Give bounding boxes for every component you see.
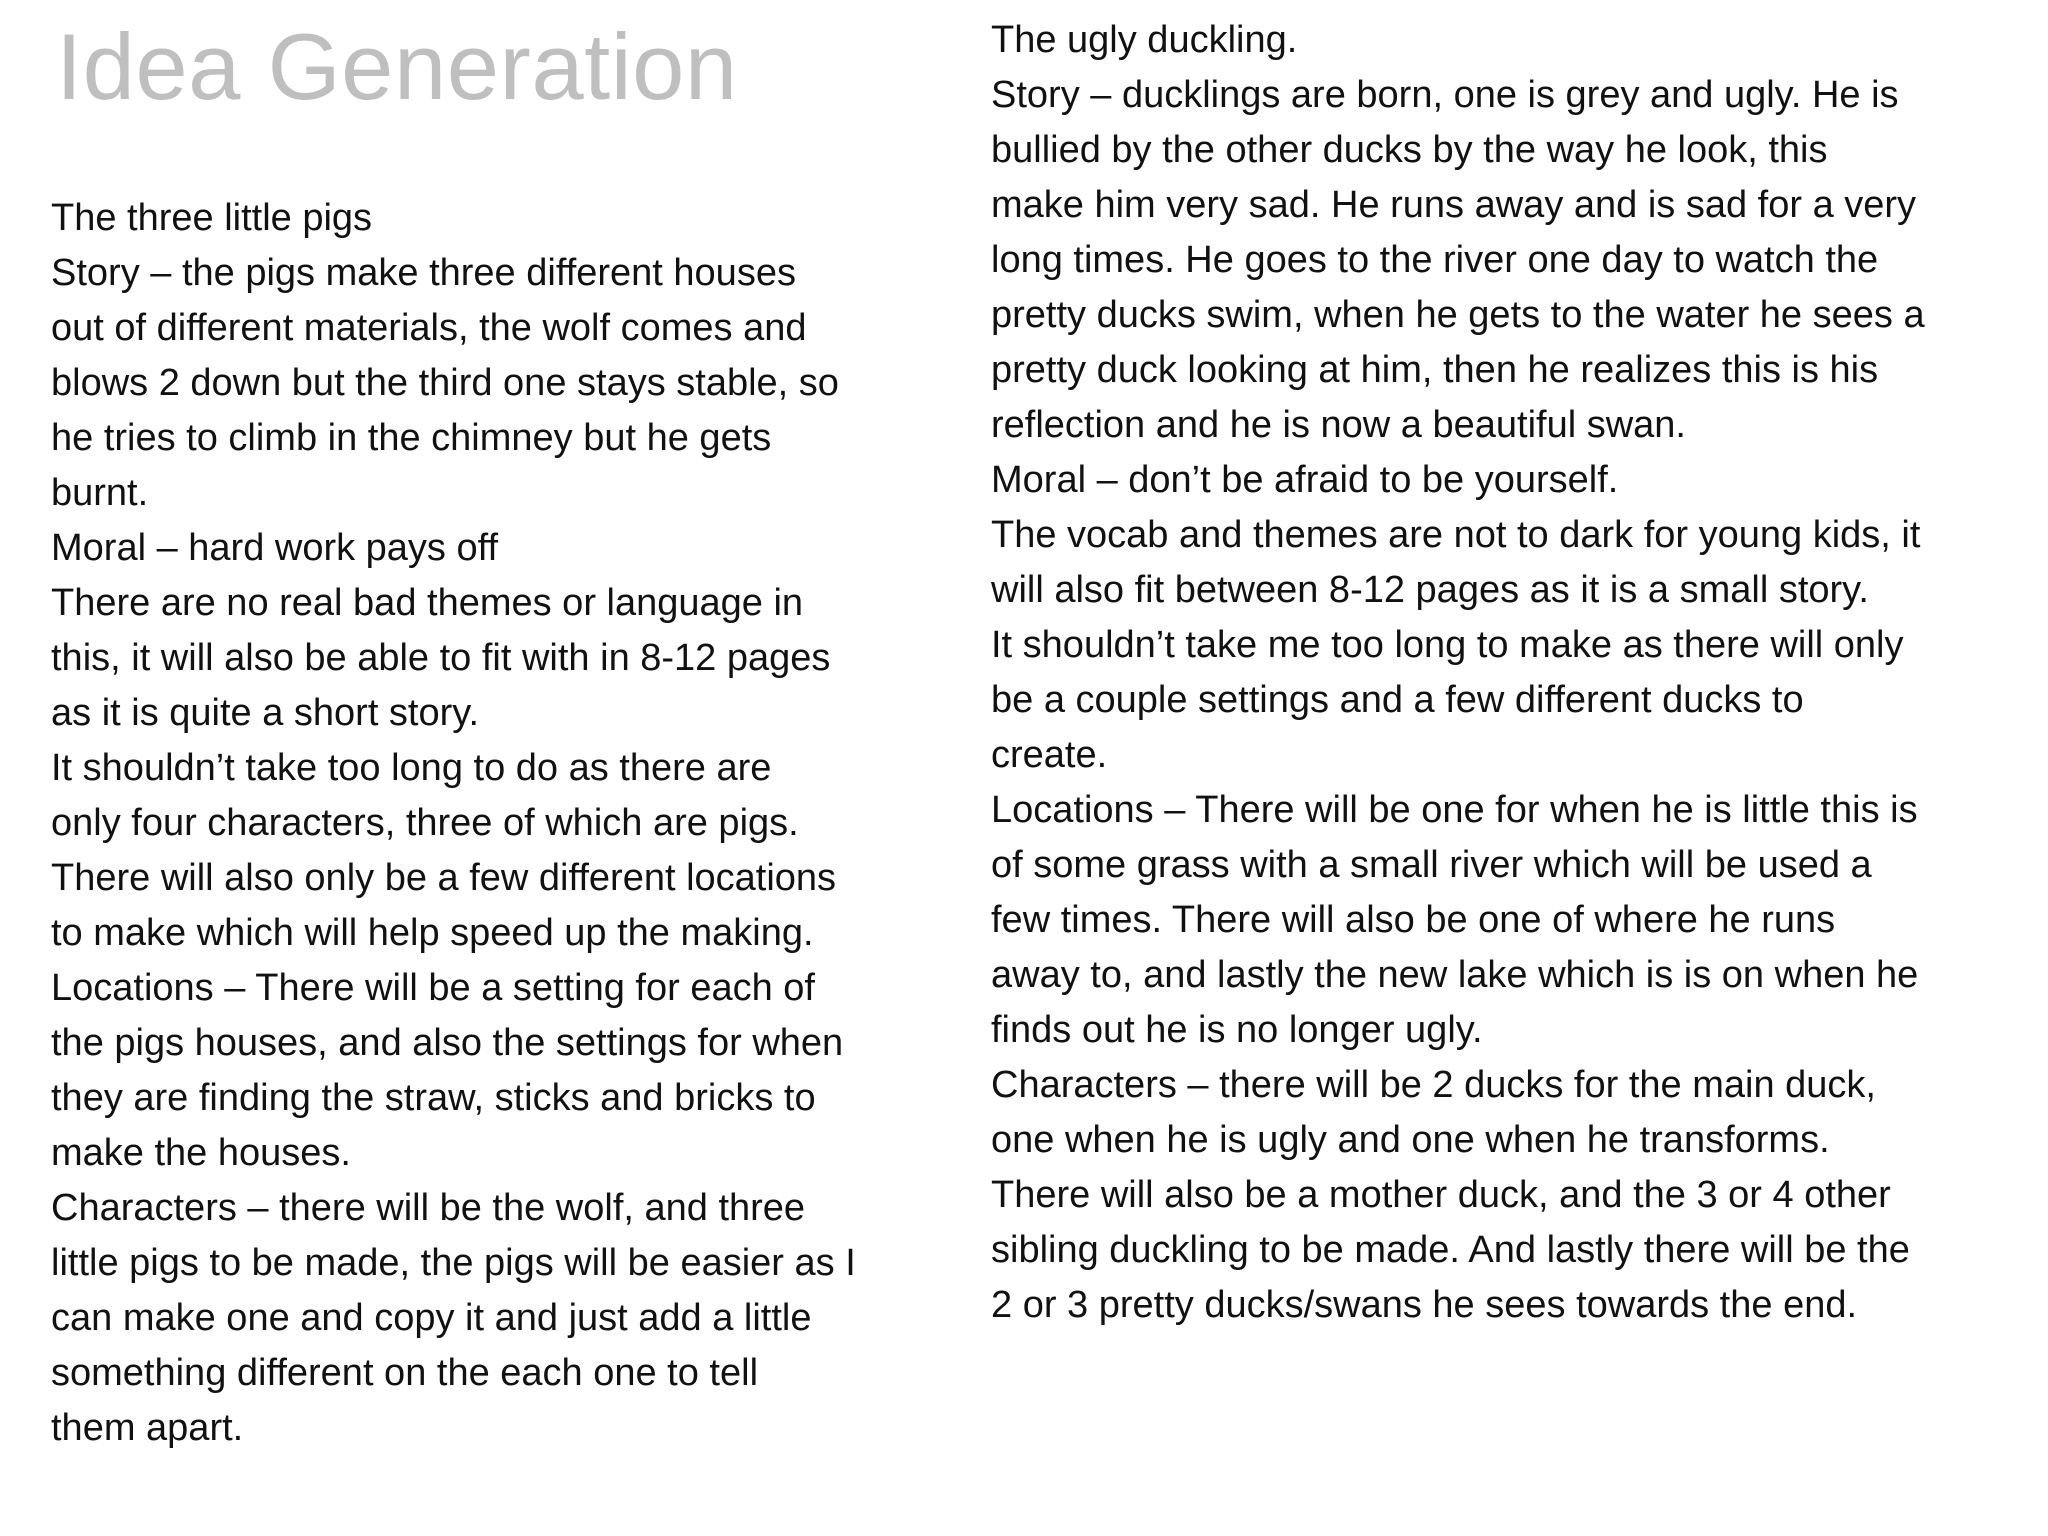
- text-line: little pigs to be made, the pigs will be easier as I: [51, 1242, 856, 1284]
- text-line: The three little pigs: [51, 197, 373, 239]
- text-line: be a couple settings and a few different ducks to: [991, 679, 1804, 721]
- text-line: The ugly duckling.: [991, 19, 1298, 61]
- text-line: make him very sad. He runs away and is sad for a very: [991, 184, 1917, 226]
- text-line: There will also only be a few different locations: [51, 857, 837, 899]
- text-line: bullied by the other ducks by the way he look, this: [991, 129, 1828, 171]
- left-text-column: [51, 191, 951, 1456]
- text-line: only four characters, three of which are pigs.: [51, 802, 799, 844]
- text-line: burnt.: [51, 472, 149, 514]
- text-line: sibling duckling to be made. And lastly there will be the: [991, 1229, 1910, 1271]
- text-line: Characters – there will be 2 ducks for the main duck,: [991, 1064, 1876, 1106]
- text-line: them apart.: [51, 1407, 244, 1449]
- text-line: Locations – There will be one for when he is little this is: [991, 789, 1918, 831]
- text-line: as it is quite a short story.: [51, 692, 480, 734]
- text-line: Moral – don’t be afraid to be yourself.: [991, 459, 1619, 501]
- text-line: create.: [991, 734, 1108, 776]
- text-line: Locations – There will be a setting for each of: [51, 967, 815, 1009]
- slide-title: Idea Generation: [56, 14, 738, 119]
- text-line: the pigs houses, and also the settings for when: [51, 1022, 844, 1064]
- text-line: There will also be a mother duck, and the 3 or 4 other: [991, 1174, 1891, 1216]
- text-line: one when he is ugly and one when he transforms.: [991, 1119, 1830, 1161]
- text-line: they are finding the straw, sticks and bricks to: [51, 1077, 816, 1119]
- text-line: this, it will also be able to fit with in 8-12 pages: [51, 637, 831, 679]
- text-line: Characters – there will be the wolf, and three: [51, 1187, 806, 1229]
- text-line: pretty duck looking at him, then he realizes this is his: [991, 349, 1879, 391]
- text-line: reflection and he is now a beautiful swan.: [991, 404, 1686, 446]
- text-line: make the houses.: [51, 1132, 351, 1174]
- text-line: away to, and lastly the new lake which is is on when he: [991, 954, 1919, 996]
- text-line: 2 or 3 pretty ducks/swans he sees towards the end.: [991, 1284, 1858, 1326]
- text-line: Moral – hard work pays off: [51, 527, 499, 569]
- text-line: It shouldn’t take too long to do as there are: [51, 747, 772, 789]
- text-line: It shouldn’t take me too long to make as there will only: [991, 624, 1904, 666]
- text-line: blows 2 down but the third one stays stable, so: [51, 362, 839, 404]
- text-line: finds out he is no longer ugly.: [991, 1009, 1483, 1051]
- text-line: he tries to climb in the chimney but he gets: [51, 417, 772, 459]
- text-line: out of different materials, the wolf comes and: [51, 307, 807, 349]
- text-line: The vocab and themes are not to dark for young kids, it: [991, 514, 1921, 556]
- text-line: of some grass with a small river which will be used a: [991, 844, 1872, 886]
- text-line: can make one and copy it and just add a little: [51, 1297, 812, 1339]
- text-line: to make which will help speed up the making.: [51, 912, 814, 954]
- text-line: long times. He goes to the river one day to watch the: [991, 239, 1879, 281]
- text-line: few times. There will also be one of where he runs: [991, 899, 1836, 941]
- right-text-column: [991, 13, 2036, 1333]
- text-line: Story – the pigs make three different houses: [51, 252, 796, 294]
- text-line: something different on the each one to tell: [51, 1352, 759, 1394]
- text-line: will also fit between 8-12 pages as it is a small story.: [991, 569, 1869, 611]
- text-line: pretty ducks swim, when he gets to the water he sees a: [991, 294, 1925, 336]
- text-line: There are no real bad themes or language in: [51, 582, 804, 624]
- text-line: Story – ducklings are born, one is grey and ugly. He is: [991, 74, 1899, 116]
